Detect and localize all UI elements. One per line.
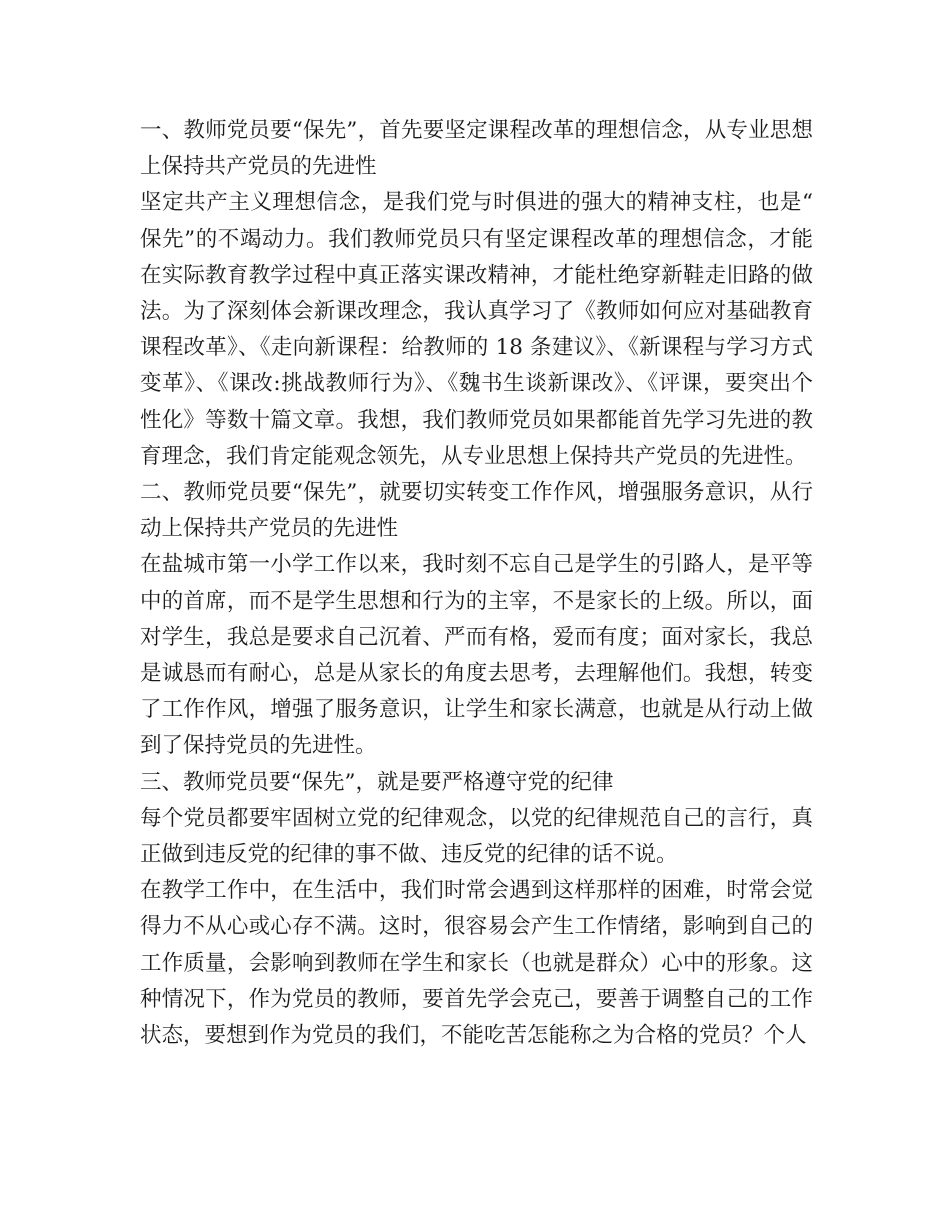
paragraph: 在教学工作中，在生活中，我们时常会遇到这样那样的困难，时常会觉得力不从心或心存不满。这时，很容易会产生工作情绪，影响到自己的工作质量，会影响到教师在学生和家长（也就是群众）心中的形象。这种情况下，作为党员的教师，要首先学会克己，要善于调整自己的工作状态，要想到作为党员的我们，不能吃苦怎能称之为合格的党员？个人 (140, 878, 813, 1049)
document-body (140, 113, 813, 1054)
paragraph: 每个党员都要牢固树立党的纪律观念，以党的纪律规范自己的言行，真正做到违反党的纪律的事不做、违反党的纪律的话不说。 (140, 805, 813, 868)
paragraph: 在盐城市第一小学工作以来，我时刻不忘自己是学生的引路人，是平等中的首席，而不是学生思想和行为的主宰，不是家长的上级。所以，面对学生，我总是要求自己沉着、严而有格，爱而有度；面对家长，我总是诚恳而有耐心，总是从家长的角度去思考，去理解他们。我想，转变了工作作风，增强了服务意识，让学生和家长满意，也就是从行动上做到了保持党员的先进性。 (140, 552, 813, 759)
section-heading-3: 三、教师党员要“保先”，就是要严格遵守党的纪律 (140, 769, 614, 795)
paragraph: 坚定共产主义理想信念，是我们党与时俱进的强大的精神支柱，也是“保先”的不竭动力。我们教师党员只有坚定课程改革的理想信念，才能在实际教育教学过程中真正落实课改精神，才能杜绝穿新鞋走旧路的做法。为了深刻体会新课改理念，我认真学习了《教师如何应对基础教育课程改革》、《走向新课程：给教师的 18 条建议》、《新课程与学习方式变革》、《课改:挑战教师行为》、《魏书生谈新课改》、《评课，要突出个性化》等数十篇文章。我想，我们教师党员如果都能首先学习先进的教育理念，我们肯定能观念领先，从专业思想上保持共产党员的先进性。 (140, 190, 813, 469)
section-heading-1: 一、教师党员要“保先”，首先要坚定课程改革的理想信念，从专业思想上保持共产党员的先进性 (140, 118, 813, 180)
section-heading-2: 二、教师党员要“保先”，就要切实转变工作作风，增强服务意识，从行动上保持共产党员的先进性 (140, 480, 813, 542)
